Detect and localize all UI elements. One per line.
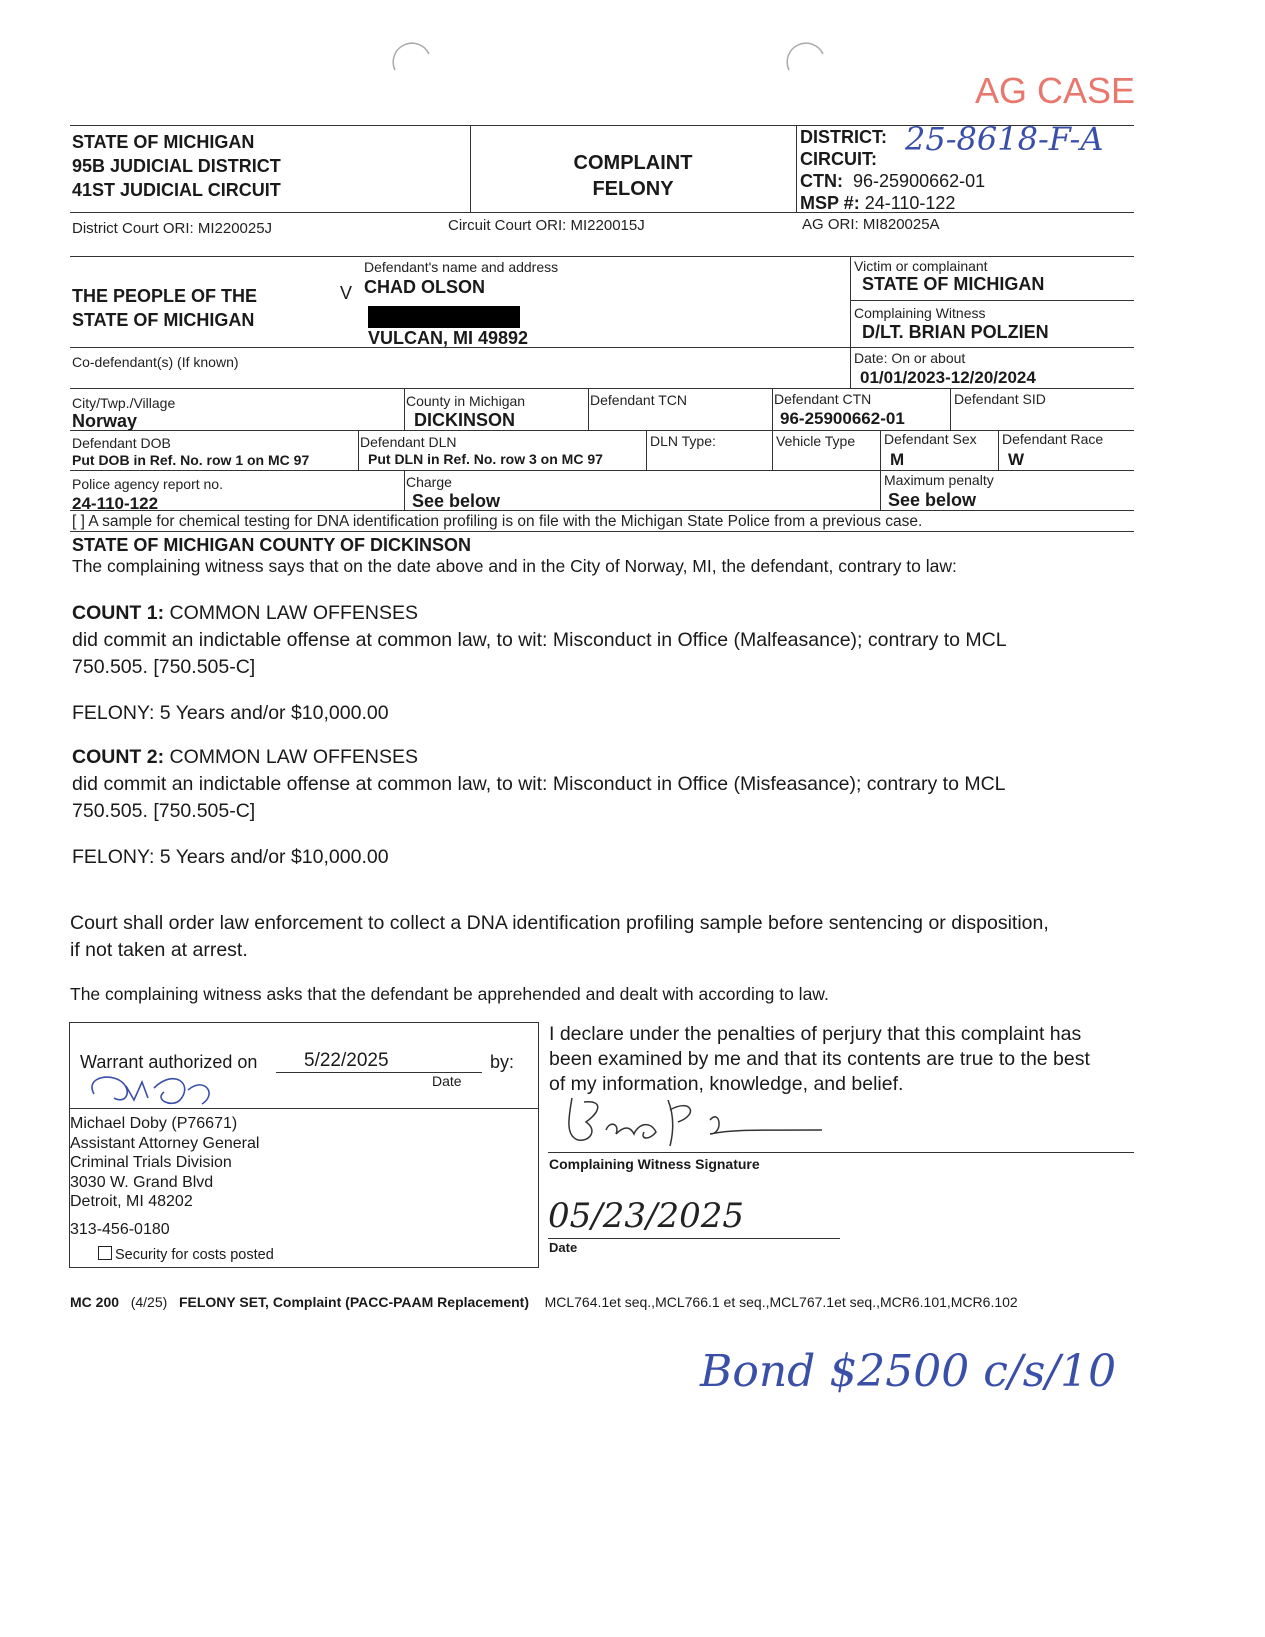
form-title: COMPLAINT FELONY xyxy=(573,152,693,200)
report-value: 24-110-122 xyxy=(72,494,159,513)
punch-hole-right xyxy=(786,42,826,72)
dna-on-file-checkbox[interactable]: [ ] A sample for chemical testing for DNA identification profiling is on file with the Michigan State Police from a previous case. xyxy=(72,513,923,530)
defendant-label: Defendant's name and address xyxy=(364,259,559,275)
versus: V xyxy=(340,283,353,303)
count-2: COUNT 2: COMMON LAW OFFENSES did commit an indictable offense at common law, to wit: Misconduct in Office (Misfeasance); contrary to MCL 750.505. [750.505-C] FELONY: 5 Years and/or $10,000.00 xyxy=(72,746,1006,868)
charge-label: Charge xyxy=(406,474,452,490)
warrant-by: by: xyxy=(490,1052,515,1072)
bond-note: Bond $2500 c/s/10 xyxy=(700,1346,1117,1397)
declaration-text: I declare under the penalties of perjury that this complaint has been examined by me and that its contents are true to the best of my information, knowledge, and belief. xyxy=(549,1023,1090,1095)
form-footer: MC 200 (4/25) FELONY SET, Complaint (PACC-PAAM Replacement) MCL764.1et seq.,MCL766.1 et seq.,MCL767.1et seq.,MCR6.101,MCR6.102 xyxy=(70,1294,1018,1310)
sid-label: Defendant SID xyxy=(954,391,1046,407)
witness-signature xyxy=(560,1090,830,1150)
redacted-address xyxy=(368,306,520,328)
case-numbers: DISTRICT: CIRCUIT: CTN: 96-25900662-01 MSP #: 24-110-122 xyxy=(800,127,986,213)
attorney-info: Michael Doby (P76671) Assistant Attorney General Criminal Trials Division 3030 W. Grand Blvd Detroit, MI 48202 xyxy=(70,1115,260,1210)
attorney-phone: 313-456-0180 xyxy=(70,1221,170,1238)
sex-value: M xyxy=(890,450,905,469)
warrant-date-caption: Date xyxy=(432,1073,462,1089)
county-label: County in Michigan xyxy=(406,393,526,409)
district-ori: District Court ORI: MI220025J xyxy=(72,220,273,237)
circuit-ori: Circuit Court ORI: MI220015J xyxy=(448,217,645,234)
dob-label: Defendant DOB xyxy=(72,435,171,451)
county-heading: STATE OF MICHIGAN COUNTY OF DICKINSON xyxy=(72,535,471,555)
penalty-label: Maximum penalty xyxy=(884,472,994,488)
ag-ori: AG ORI: MI820025A xyxy=(802,216,940,233)
prosecutor-signature xyxy=(84,1064,224,1112)
dln-value: Put DLN in Ref. No. row 3 on MC 97 xyxy=(368,451,603,467)
race-value: W xyxy=(1008,450,1025,469)
report-label: Police agency report no. xyxy=(72,476,223,492)
count-1: COUNT 1: COMMON LAW OFFENSES did commit an indictable offense at common law, to wit: Misconduct in Office (Malfeasance); contrary to MCL 750.505. [750.505-C] FELONY: 5 Years and/or $10,000.00 xyxy=(72,602,1007,724)
race-label: Defendant Race xyxy=(1002,431,1104,447)
tcn-label: Defendant TCN xyxy=(590,392,688,408)
signature-caption: Complaining Witness Signature xyxy=(549,1156,760,1172)
signed-date: 05/23/2025 xyxy=(548,1196,744,1236)
dna-order: Court shall order law enforcement to collect a DNA identification profiling sample before sentencing or disposition, if not taken at arrest. xyxy=(70,912,1049,961)
punch-hole-left xyxy=(392,42,432,72)
security-checkbox[interactable] xyxy=(98,1246,112,1260)
security-label: Security for costs posted xyxy=(115,1247,274,1263)
people-caption: THE PEOPLE OF THE STATE OF MICHIGAN xyxy=(72,286,258,330)
sex-label: Defendant Sex xyxy=(884,431,977,447)
victim-value: STATE OF MICHIGAN xyxy=(862,274,1045,294)
ag-case-stamp: AG CASE xyxy=(975,70,1136,111)
date-value: 01/01/2023-12/20/2024 xyxy=(860,368,1036,387)
date-label: Date: On or about xyxy=(854,350,966,366)
defendant-name: CHAD OLSON xyxy=(364,277,485,297)
apprehend-text: The complaining witness asks that the defendant be apprehended and dealt with according to law. xyxy=(70,984,829,1004)
vehicle-label: Vehicle Type xyxy=(776,433,856,449)
dln-label: Defendant DLN xyxy=(360,434,457,450)
warrant-authorized-label: Warrant authorized on xyxy=(80,1052,258,1072)
witness-value: D/LT. BRIAN POLZIEN xyxy=(862,322,1049,342)
witness-label: Complaining Witness xyxy=(854,305,986,321)
codefendant-label: Co-defendant(s) (If known) xyxy=(72,354,239,370)
ctn-label: Defendant CTN xyxy=(774,391,872,407)
defendant-city: VULCAN, MI 49892 xyxy=(368,328,529,348)
court-name: STATE OF MICHIGAN 95B JUDICIAL DISTRICT 41ST JUDICIAL CIRCUIT xyxy=(72,132,281,200)
dln-type-label: DLN Type: xyxy=(650,433,716,449)
warrant-date: 5/22/2025 xyxy=(304,1050,389,1071)
county-value: DICKINSON xyxy=(414,410,516,430)
charge-value: See below xyxy=(412,491,501,511)
city-value: Norway xyxy=(72,411,138,431)
penalty-value: See below xyxy=(888,490,977,510)
victim-label: Victim or complainant xyxy=(854,258,988,274)
city-label: City/Twp./Village xyxy=(72,395,176,411)
ctn-value: 96-25900662-01 xyxy=(780,409,905,428)
district-number-handwritten: 25-8618-F-A xyxy=(905,120,1104,158)
intro-text: The complaining witness says that on the date above and in the City of Norway, MI, the defendant, contrary to law: xyxy=(72,556,957,576)
dob-value: Put DOB in Ref. No. row 1 on MC 97 xyxy=(72,452,310,468)
signed-date-caption: Date xyxy=(549,1240,578,1255)
